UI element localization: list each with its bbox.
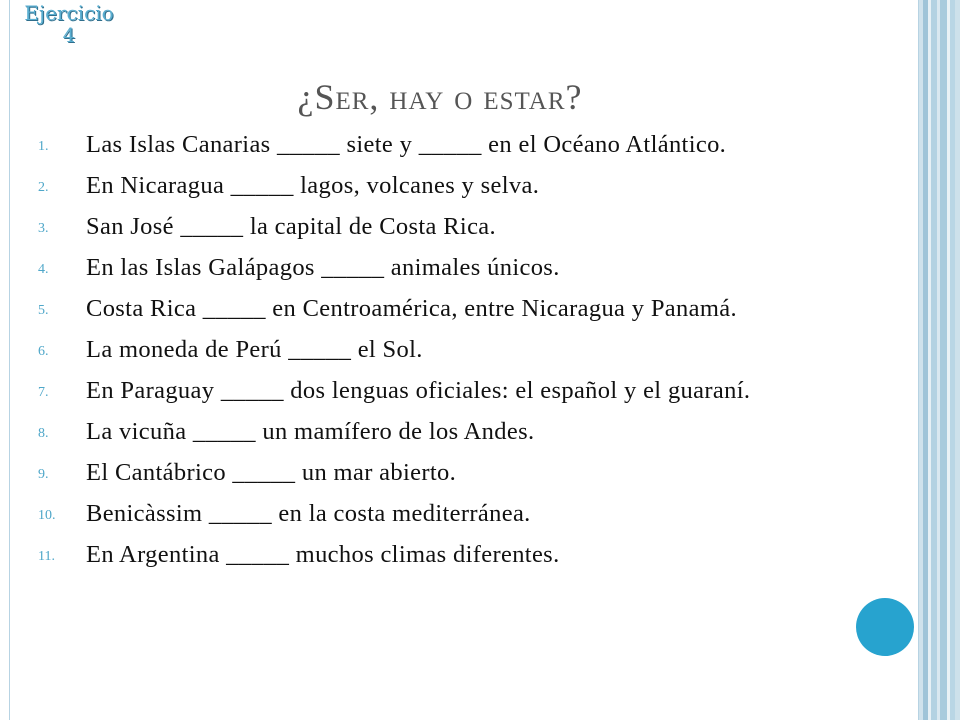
list-item bbox=[38, 253, 858, 284]
exercise-list bbox=[38, 130, 858, 581]
item-number: 5. bbox=[38, 303, 49, 318]
item-text: La vicuña _____ un mamífero de los Andes. bbox=[86, 418, 535, 445]
item-number: 9. bbox=[38, 467, 49, 482]
section-label-line1: Ejercicio bbox=[24, 1, 114, 25]
list-item bbox=[38, 335, 858, 366]
list-item bbox=[38, 294, 858, 325]
item-text: El Cantábrico _____ un mar abierto. bbox=[86, 459, 457, 486]
item-text: Benicàssim _____ en la costa mediterránea. bbox=[86, 500, 531, 527]
list-item bbox=[38, 458, 858, 489]
item-text: En Nicaragua _____ lagos, volcanes y selva. bbox=[86, 172, 540, 199]
item-text: Costa Rica _____ en Centroamérica, entre Nicaragua y Panamá. bbox=[86, 295, 737, 322]
list-item bbox=[38, 130, 858, 161]
list-item bbox=[38, 376, 858, 407]
list-item bbox=[38, 540, 858, 571]
list-item bbox=[38, 417, 858, 448]
section-label bbox=[10, 2, 128, 46]
list-item bbox=[38, 499, 858, 530]
item-text: La moneda de Perú _____ el Sol. bbox=[86, 336, 423, 363]
section-label-line2: 4 bbox=[62, 23, 76, 47]
item-text: Las Islas Canarias _____ siete y _____ en el Océano Atlántico. bbox=[86, 131, 727, 158]
item-number: 4. bbox=[38, 262, 49, 277]
item-text: En Paraguay _____ dos lenguas oficiales: el español y el guaraní. bbox=[86, 377, 751, 404]
item-number: 10. bbox=[38, 508, 56, 523]
list-item bbox=[38, 212, 858, 243]
item-text: En Argentina _____ muchos climas diferentes. bbox=[86, 541, 560, 568]
item-number: 6. bbox=[38, 344, 49, 359]
item-number: 2. bbox=[38, 180, 49, 195]
item-text: En las Islas Galápagos _____ animales únicos. bbox=[86, 254, 560, 281]
item-text: San José _____ la capital de Costa Rica. bbox=[86, 213, 496, 240]
item-number: 8. bbox=[38, 426, 49, 441]
slide-title: ¿Ser, hay o estar? bbox=[297, 77, 583, 117]
item-number: 7. bbox=[38, 385, 49, 400]
decorative-circle bbox=[856, 598, 914, 656]
list-item bbox=[38, 171, 858, 202]
item-number: 11. bbox=[38, 549, 55, 564]
item-number: 3. bbox=[38, 221, 49, 236]
right-decorative-stripes bbox=[919, 0, 960, 720]
item-number: 1. bbox=[38, 139, 49, 154]
